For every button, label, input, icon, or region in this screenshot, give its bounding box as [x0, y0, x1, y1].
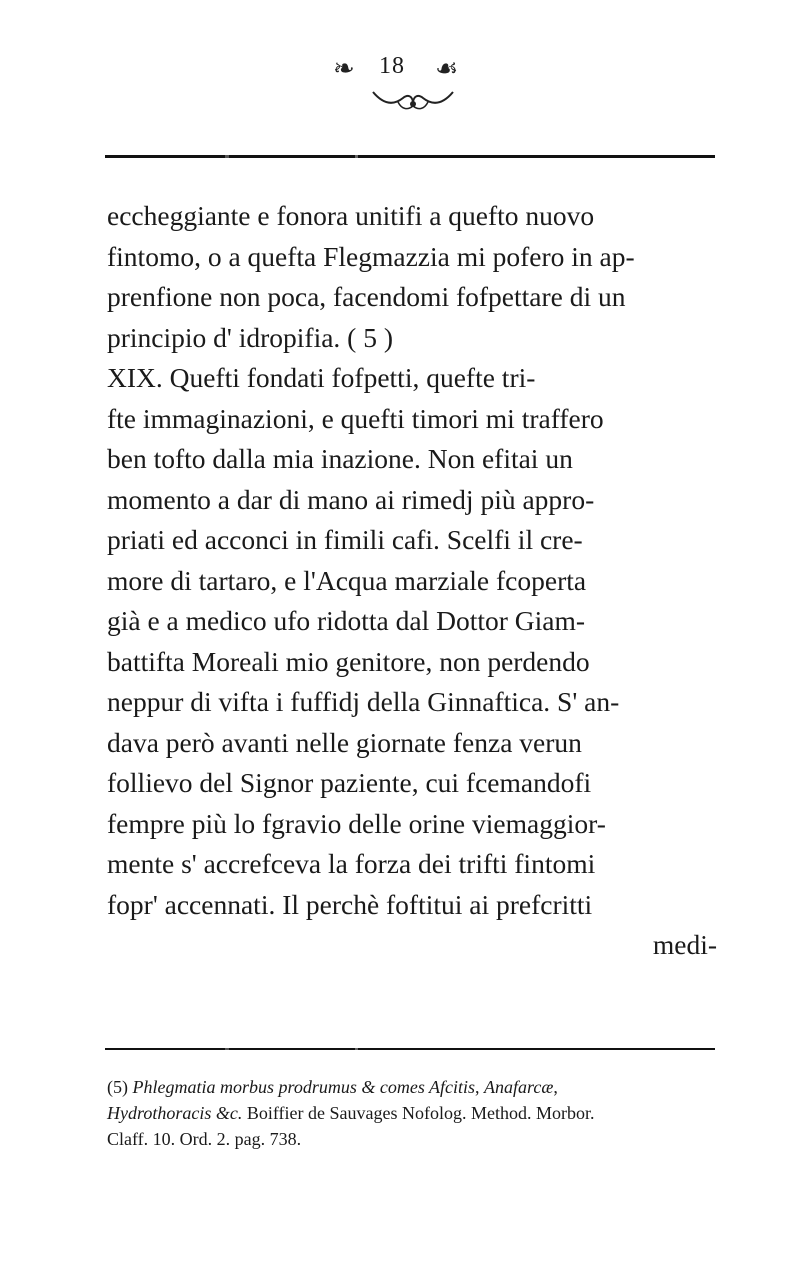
- footnote: [107, 1074, 727, 1152]
- footnote-italic: comes Afcitis: [379, 1077, 476, 1097]
- footnote-ampersand: &: [361, 1077, 376, 1097]
- text-line: fopr' accennati. Il perchè foftitui ai prefcritti: [107, 888, 593, 920]
- footnote-rule: [105, 1048, 715, 1050]
- text-line: follievo del Signor paziente, cui fcemandofi: [107, 767, 592, 798]
- footnote-separator: ,: [553, 1077, 558, 1097]
- page-header: [0, 44, 800, 114]
- text-line: momento a dar di mano ai rimedj più appro-: [107, 483, 595, 515]
- footnote-line-2: [107, 1100, 727, 1126]
- footnote-line-3: Claff. 10. Ord. 2. pag. 738.: [107, 1129, 302, 1149]
- footnote-separator: ,: [475, 1077, 480, 1097]
- text-line: ben tofto dalla mia inazione. Non efitai un: [107, 443, 573, 474]
- footnote-marker: (5): [107, 1077, 128, 1097]
- catchword: medi-: [652, 929, 717, 960]
- text-line: mente s' accrefceva la forza dei trifti fintomi: [107, 848, 596, 879]
- body-text: [107, 196, 747, 966]
- text-line: battifta Moreali mio genitore, non perdendo: [107, 645, 590, 677]
- text-line: more di tartaro, e l'Acqua marziale fcoperta: [107, 564, 587, 596]
- text-line: fempre più lo fgravio delle orine viemaggior-: [107, 807, 606, 839]
- text-line: prenfione non poca, facendomi fofpettare di un: [107, 281, 626, 312]
- footnote-italic: Phlegmatia morbus prodrumus: [132, 1077, 357, 1097]
- text-line: priati ed acconci in fimili cafi. Scelfi il cre-: [107, 524, 583, 555]
- top-rule: [105, 155, 715, 158]
- text-line: già e a medico ufo ridotta dal Dottor Giam-: [107, 605, 586, 636]
- flourish-ornament-icon: [368, 84, 458, 114]
- footnote-line-1: [107, 1074, 727, 1100]
- footnote-italic: Hydrothoracis: [107, 1103, 212, 1123]
- text-line: eccheggiante e fonora unitifi a quefto nuovo: [107, 200, 595, 231]
- footnote-italic: &c.: [215, 1103, 243, 1123]
- text-line: neppur di vifta i fuffidj della Ginnaftica. S' an-: [107, 686, 620, 717]
- text-line: dava però avanti nelle giornate fenza verun: [107, 726, 582, 758]
- fleuron-left-icon: ❧: [333, 54, 355, 83]
- text-line: principio d' idropifia. ( 5 ): [107, 321, 393, 353]
- text-line: fintomo, o a quefta Flegmazzia mi pofero in ap-: [107, 240, 635, 272]
- page-number: 18: [379, 53, 405, 79]
- text-line: fte immaginazioni, e quefti timori mi traffero: [107, 402, 604, 434]
- text-line: XIX. Quefti fondati fofpetti, quefte tri-: [107, 362, 536, 393]
- fleuron-right-icon: ☙: [435, 54, 459, 83]
- footnote-citation: Boiffier de Sauvages Nofolog. Method. Morbor.: [246, 1103, 595, 1123]
- footnote-italic: Anafarcæ: [484, 1077, 554, 1097]
